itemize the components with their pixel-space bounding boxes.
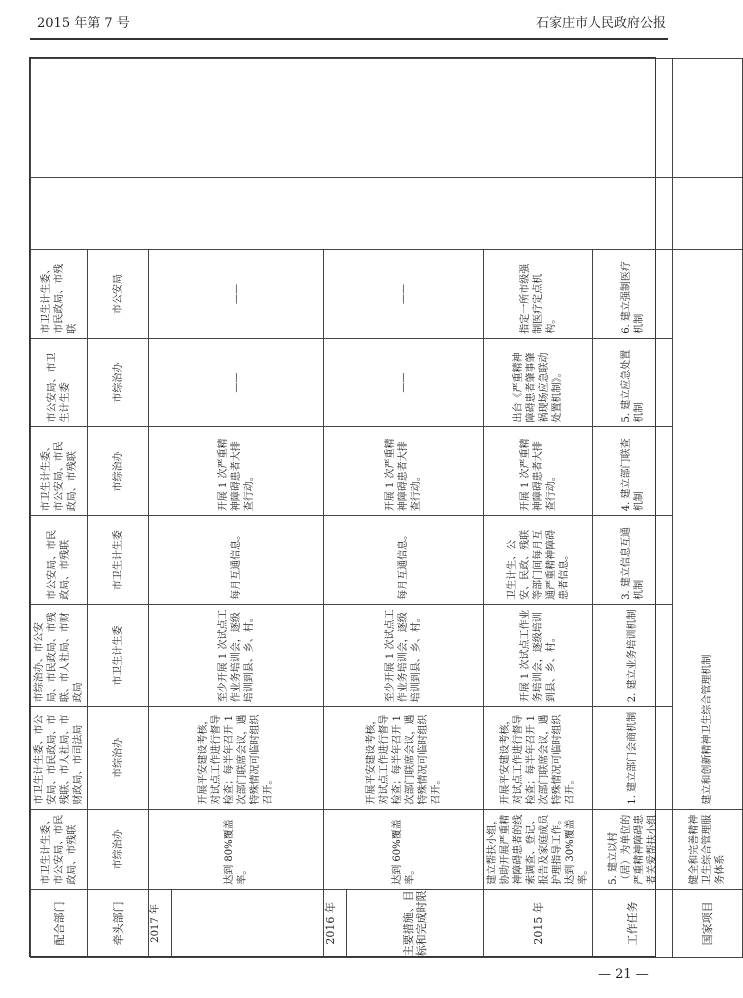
header-rule	[30, 38, 668, 40]
y2015-cell: 开展 1 次试点工作业务培训会，逐级培训到县、乡、村。	[484, 604, 593, 706]
y2017-cell: 达到 80%覆盖率。	[149, 809, 324, 889]
task-cell: 3. 建立信息互通机制	[593, 516, 673, 605]
task-cell: 6. 建立强制医疗机制	[593, 250, 673, 339]
project-group-cell: 健全和完善精神卫生综合管理服务体系	[673, 809, 743, 889]
coop-cell: 市综治办、市公安局、市民政局、市残联、市人社局、市财政局	[31, 604, 88, 706]
measures-header-block	[149, 889, 324, 957]
y2017-cell: ——	[149, 250, 324, 339]
col-header-2015: 2015 年	[484, 889, 593, 957]
y2016-cell: 至少开展 1 次试点工作业务培训会，逐级培训到县、乡、村。	[324, 604, 484, 706]
y2015-cell: 开展平安建设考核，对试点工作进行督导检查；每半年召开 1 次部门联席会议，遇特殊情况可临时组织召开。	[484, 707, 593, 809]
task-cell: 4. 建立部门联查机制	[593, 427, 673, 516]
work-plan-table	[29, 57, 726, 957]
y2015-cell: 建立帮扶小组，协助开展严重精神障碍患者的线索调查、登记、报告及家庭成员护理指导工作。达到 30%覆盖率。	[484, 809, 593, 889]
project-spacer	[673, 178, 743, 250]
y2015-cell: 指定一所市级强制医疗定点机构。	[484, 250, 593, 339]
lead-cell: 市综治办	[88, 707, 149, 809]
col-header-2017: 2017 年	[149, 890, 172, 957]
lead-cell: 市综治办	[88, 809, 149, 889]
coop-cell: 市公安局、市民政局、市残联	[31, 516, 88, 605]
project-spacer	[673, 59, 743, 178]
y2017-cell: ——	[149, 338, 324, 427]
col-header-lead: 牵头部门	[88, 889, 149, 957]
task-cell: 1. 建立部门会商机制	[593, 707, 673, 809]
y2015-cell: 卫生计生、公安、民政、残联等部门间每月互通严重精神障碍患者信息。	[484, 516, 593, 605]
col-header-coop: 配合部门	[31, 889, 88, 957]
y2015-cell: 出台《严重精神障碍患者肇事肇祸现场应急联动处置机制》。	[484, 338, 593, 427]
publication-title: 石家庄市人民政府公报	[535, 16, 666, 31]
measures-header	[324, 889, 484, 957]
y2017-cell: 至少开展 1 次试点工作业务培训会，逐级培训到县、乡、村。	[149, 604, 324, 706]
lead-cell: 市综治办	[88, 427, 149, 516]
y2016-cell: ——	[324, 250, 484, 339]
lead-cell: 市综治办	[88, 338, 149, 427]
col-header-task: 工作任务	[593, 889, 673, 957]
task-cell: 2. 建立业务培训机制	[593, 604, 673, 706]
y2017-cell: 每月互通信息。	[149, 516, 324, 605]
col-header-2016: 2016 年	[324, 890, 347, 957]
coop-cell: 市卫生计生委、市民政局、市残联	[31, 250, 88, 339]
issue-number: 2015 年第 7 号	[37, 16, 130, 31]
y2017-cell: 开展 1 次严重精神障碍患者大排查行动。	[149, 427, 324, 516]
lead-cell: 市公安局	[88, 250, 149, 339]
page-number: — 21 —	[598, 967, 649, 982]
y2016-cell: 达到 60%覆盖率。	[324, 809, 484, 889]
coop-cell: 市卫生计生委、市公安局、市民政局、市残联、市人社局、市财政局、市司法局	[31, 707, 88, 809]
col-header-measures: 主要措施、目标和完成时限	[402, 890, 428, 957]
project-group-cell: 建立和创新精神卫生综合管理机制	[673, 250, 743, 810]
project-spacer	[31, 178, 673, 250]
coop-cell: 市卫生计生委、市公安局、市民政局、市残联	[31, 809, 88, 889]
lead-cell: 市卫生计生委	[88, 516, 149, 605]
y2016-cell: ——	[324, 338, 484, 427]
task-cell: 5. 建立以村（居）为单位的严重精神障碍患者关爱帮扶小组	[593, 809, 673, 889]
task-cell: 5. 建立应急处置机制	[593, 338, 673, 427]
lead-cell: 市卫生计生委	[88, 604, 149, 706]
y2016-cell: 开展平安建设考核，对试点工作进行督导检查；每半年召开 1 次部门联席会议，遇特殊情况可临时组织召开。	[324, 707, 484, 809]
y2016-cell: 开展 1 次严重精神障碍患者大排查行动。	[324, 427, 484, 516]
y2015-cell: 开展 1 次严重精神障碍患者大排查行动。	[484, 427, 593, 516]
y2016-cell: 每月互通信息。	[324, 516, 484, 605]
coop-cell: 市卫生计生委、市公安局、市民政局、市残联	[31, 427, 88, 516]
y2017-cell: 开展平安建设考核，对试点工作进行督导检查；每半年召开 1 次部门联席会议，遇特殊情况可临时组织召开。	[149, 707, 324, 809]
col-header-project: 国家项目	[673, 889, 743, 957]
coop-cell: 市公安局、市卫生计生委	[31, 338, 88, 427]
project-spacer	[31, 59, 673, 178]
